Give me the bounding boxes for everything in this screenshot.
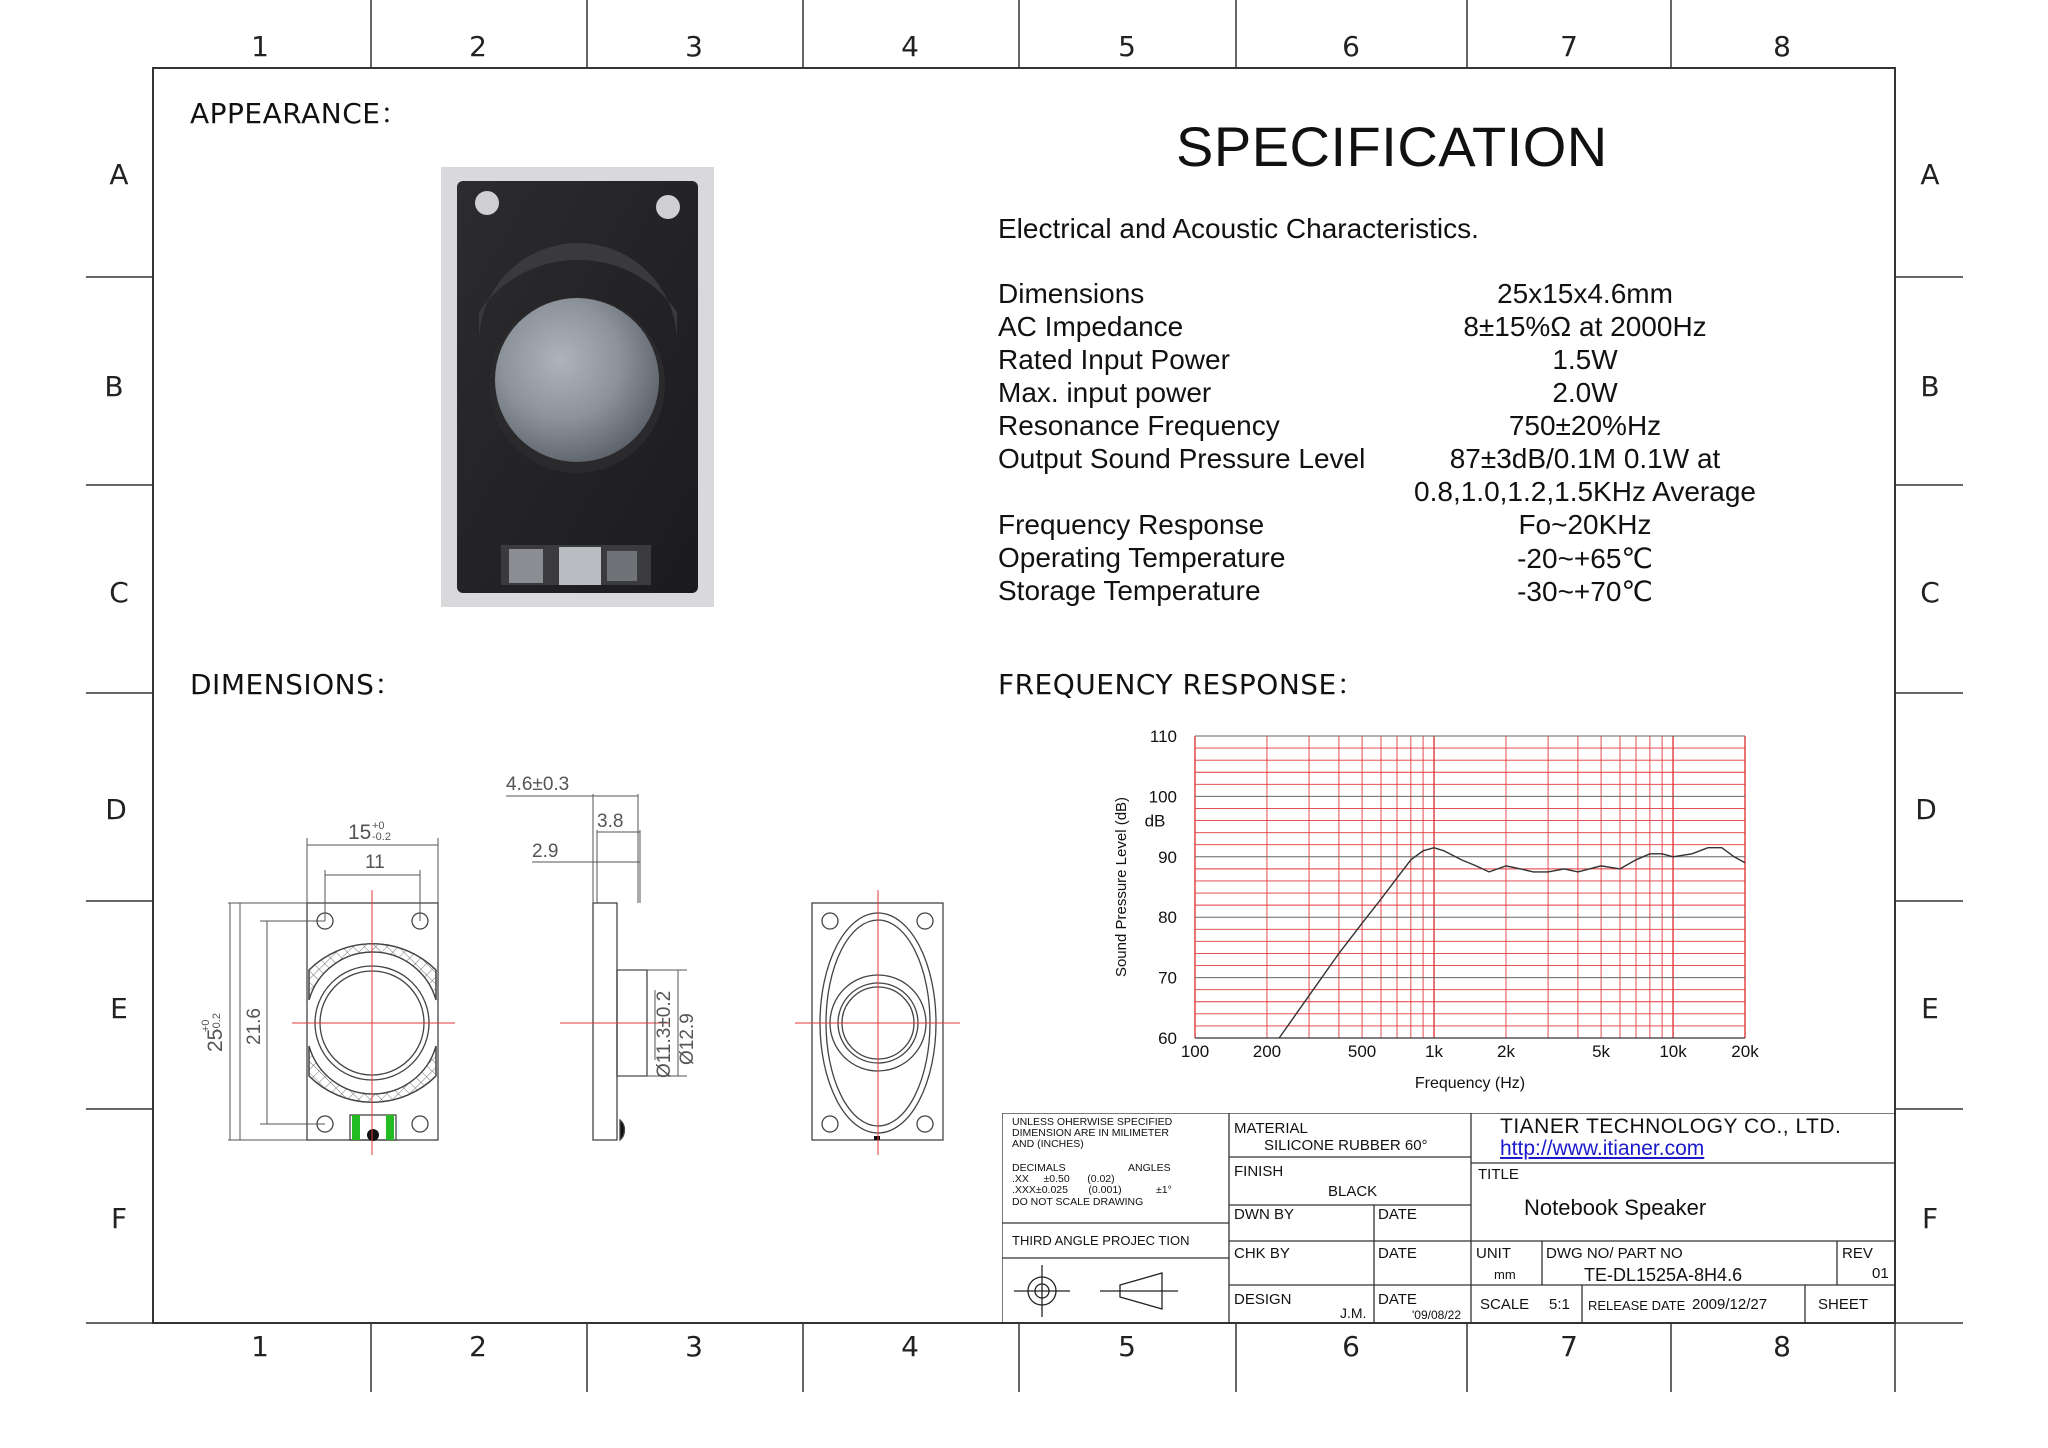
spec-value-continued: 0.8,1.0,1.2,1.5KHz Average [1414,476,1756,507]
speaker-photo [441,167,714,607]
y-tick-label: 70 [1158,968,1177,988]
dim-width-tol-bottom: -0.2 [372,831,391,843]
row-label: C [109,576,129,609]
dim-height-tol-bottom: -0.2 [211,1013,223,1032]
row-label: D [1915,793,1937,826]
appearance-heading: APPEARANCE： [190,97,409,130]
spec-value: 8±15%Ω at 2000Hz [1463,311,1707,342]
spec-value: 1.5W [1552,344,1618,375]
y-axis-title: Sound Pressure Level (dB) [1113,796,1130,978]
projection-symbol-icon [1014,1265,1178,1317]
tb-material-value: SILICONE RUBBER 60° [1264,1137,1428,1154]
tb-finish-value: BLACK [1328,1183,1378,1200]
dimensions-heading: DIMENSIONS： [190,668,403,701]
tb-projection: THIRD ANGLE PROJEC TION [1012,1233,1190,1248]
frequency-response-heading: FREQUENCY RESPONSE： [998,668,1366,701]
tb-scale-label: SCALE [1480,1296,1530,1313]
x-tick-label: 5k [1592,1042,1611,1061]
x-tick-label: 2k [1496,1042,1515,1061]
tb-finish-label: FINISH [1234,1163,1284,1180]
column-label: 3 [685,1330,703,1363]
tb-no-scale: DO NOT SCALE DRAWING [1012,1196,1144,1208]
row-label: F [1921,1202,1939,1235]
tb-scale-value: 5:1 [1549,1296,1570,1313]
row-label: B [104,370,124,403]
spec-value: 25x15x4.6mm [1497,278,1673,309]
spec-label: AC Impedance [998,311,1184,342]
spec-value: 87±3dB/0.1M 0.1W at [1449,443,1721,474]
tb-dwn-by: DWN BY [1234,1206,1294,1223]
dim-outer-diameter: Ø12.9 [677,1013,698,1065]
side-view [593,903,647,1140]
column-label: 5 [1118,30,1136,63]
tb-note-line: AND (INCHES) [1012,1138,1084,1150]
column-label: 8 [1773,30,1791,63]
y-tick-label: 60 [1158,1029,1177,1048]
title-block-grid [1002,1113,1895,1323]
y-tick-label: 80 [1158,908,1177,928]
column-label: 6 [1342,1330,1360,1363]
y-tick-label: 100 [1148,787,1177,807]
dim-inner-diameter: Ø11.3±0.2 [654,990,675,1078]
y-unit-label: dB [1144,811,1166,831]
y-tick-label: 90 [1158,847,1177,867]
spec-label: Output Sound Pressure Level [998,443,1366,474]
spec-value: 750±20%Hz [1508,410,1662,441]
x-tick-label: 10k [1659,1042,1687,1061]
tb-decimals: DECIMALS [1012,1162,1066,1174]
column-label: 6 [1342,30,1360,63]
tb-date-label: DATE [1378,1291,1417,1308]
tb-date-label: DATE [1378,1206,1417,1223]
row-label: A [1920,158,1940,191]
row-label: D [105,793,127,826]
tb-unit-value: mm [1494,1267,1516,1282]
tb-angles: ANGLES [1128,1162,1171,1174]
column-label: 2 [469,1330,487,1363]
spec-label: Frequency Response [998,509,1265,540]
x-tick-label: 200 [1252,1042,1282,1061]
row-label: F [110,1202,128,1235]
row-label: E [110,992,128,1025]
spec-label: Dimensions [998,278,1145,309]
tb-dwg-value: TE-DL1525A-8H4.6 [1584,1265,1743,1285]
tb-rev-label: REV [1842,1245,1873,1262]
row-label: B [1920,370,1940,403]
spec-label: Storage Temperature [998,575,1261,606]
tb-dwg-label: DWG NO/ PART NO [1546,1245,1683,1262]
column-label: 2 [469,30,487,63]
tb-title-value: Notebook Speaker [1524,1195,1707,1220]
spec-label: Operating Temperature [998,542,1286,573]
tb-note-line: DIMENSION ARE IN MILIMETER [1012,1127,1169,1139]
tb-date-label: DATE [1378,1245,1417,1262]
dim-hole-y: 21.6 [244,1008,265,1045]
x-tick-label: 20k [1731,1042,1759,1061]
dim-magnet-depth: 3.8 [597,811,624,832]
spec-value: -30~+70℃ [1517,576,1653,607]
tb-title-label: TITLE [1478,1166,1519,1183]
column-label: 7 [1560,1330,1578,1363]
frequency-response-chart [1100,720,1800,1110]
tb-company: TIANER TECHNOLOGY CO., LTD. [1500,1115,1842,1138]
x-tick-label: 500 [1347,1042,1377,1061]
spec-value: Fo~20KHz [1518,509,1652,540]
spec-subtitle: Electrical and Acoustic Characteristics. [998,213,1479,244]
tb-designer: J.M. [1340,1305,1367,1321]
y-tick-label: 110 [1149,727,1177,746]
column-label: 4 [901,1330,919,1363]
spec-label: Rated Input Power [998,344,1230,375]
dim-width-tol-top: +0 [372,820,385,832]
column-label: 1 [251,1330,269,1363]
tb-note-line: UNLESS OHERWISE SPECIFIED [1012,1116,1173,1128]
tb-design-label: DESIGN [1234,1291,1292,1308]
row-label: E [1921,992,1939,1025]
column-label: 3 [685,30,703,63]
spec-title: SPECIFICATION [1176,115,1608,178]
x-axis-title: Frequency (Hz) [1414,1075,1526,1092]
column-label: 4 [901,30,919,63]
dim-height: 25 [204,1028,227,1052]
tb-material-label: MATERIAL [1234,1120,1308,1137]
dim-hole-x: 11 [365,852,385,873]
tb-design-date: '09/08/22 [1412,1308,1462,1322]
row-label: C [1920,576,1940,609]
dimension-drawings [200,760,980,1160]
tb-website-link[interactable]: http://www.itianer.com [1500,1137,1705,1160]
tb-tol-line: .XXX±0.025 (0.001) [1012,1184,1122,1196]
row-label: A [109,158,129,191]
column-label: 8 [1773,1330,1791,1363]
column-label: 7 [1560,30,1578,63]
dim-frame-depth: 2.9 [532,841,559,862]
tb-tol-line: .XX ±0.50 (0.02) [1012,1173,1115,1185]
spec-value: 2.0W [1552,377,1618,408]
dim-height-tol-top: +0 [200,1019,212,1032]
spec-label: Max. input power [998,377,1212,408]
tb-release-label: RELEASE DATE [1588,1298,1686,1313]
x-tick-label: 100 [1180,1042,1210,1061]
x-tick-label: 1k [1425,1042,1444,1061]
tb-sheet-label: SHEET [1818,1296,1869,1313]
dim-depth: 4.6±0.3 [506,774,570,795]
response-curve [1279,848,1745,1038]
spec-value: -20~+65℃ [1517,543,1653,574]
tb-unit-label: UNIT [1476,1245,1511,1262]
tb-tol-angle: ±1° [1156,1184,1172,1196]
tb-rev-value: 01 [1872,1265,1889,1282]
tb-release-value: 2009/12/27 [1692,1296,1768,1313]
spec-label: Resonance Frequency [998,410,1280,441]
column-label: 1 [251,30,269,63]
column-label: 5 [1118,1330,1136,1363]
dim-width: 15 [348,821,372,844]
tb-chk-by: CHK BY [1234,1245,1290,1262]
